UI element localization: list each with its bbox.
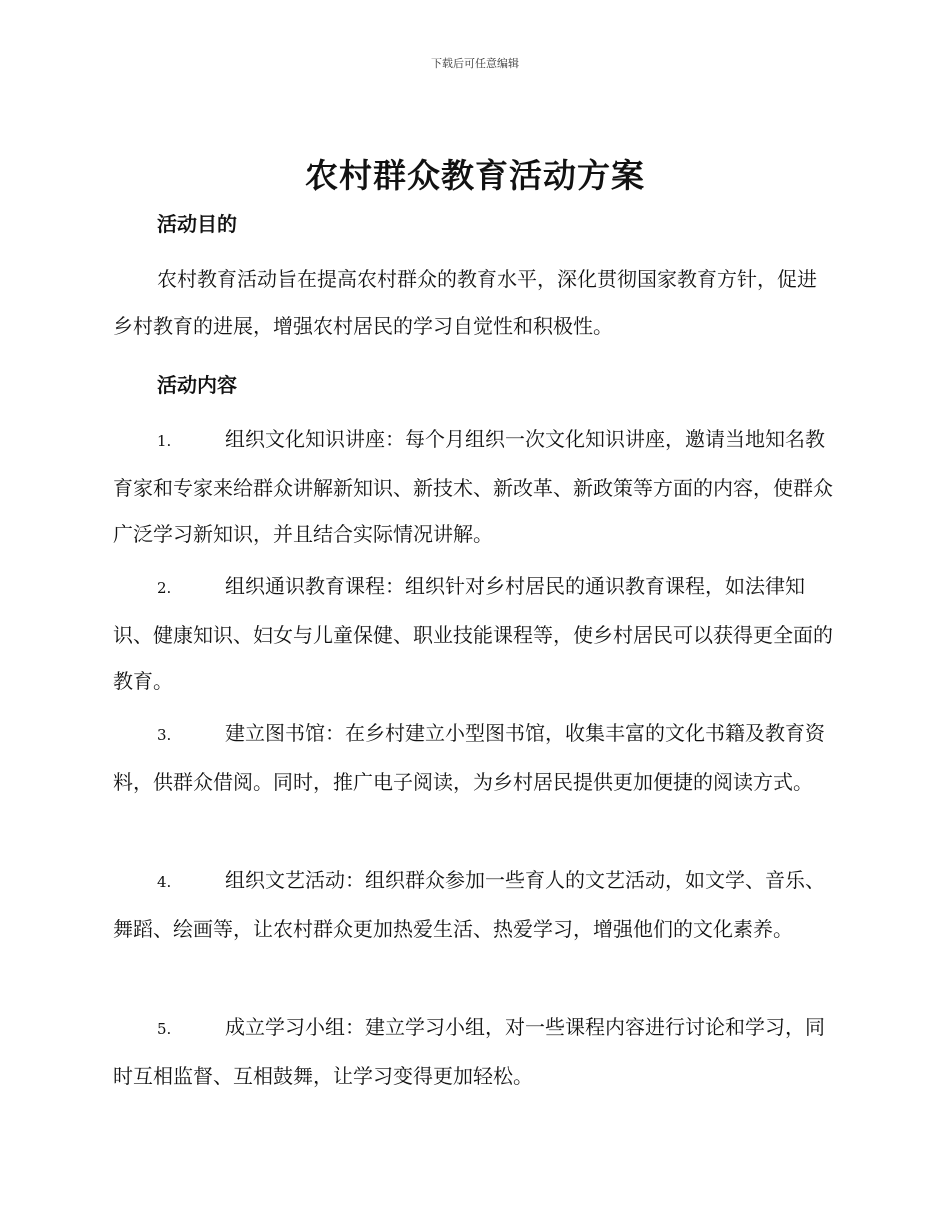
list-item-text: 组织通识教育课程：组织针对乡村居民的通识教育课程，如法律知识、健康知识、妇女与儿童保健、职业技能课程等，使乡村居民可以获得更全面的教育。	[113, 574, 833, 693]
list-item	[113, 857, 835, 952]
purpose-paragraph: 农村教育活动旨在提高农村群众的教育水平，深化贯彻国家教育方针，促进乡村教育的进展，增强农村居民的学习自觉性和积极性。	[113, 267, 817, 338]
section-heading-content: 活动内容	[157, 373, 237, 397]
list-item-number: 2.	[157, 579, 172, 597]
page-header-note: 下载后可任意编辑	[431, 57, 519, 70]
list-item-text: 组织文艺活动：组织群众参加一些育人的文艺活动，如文学、音乐、舞蹈、绘画等，让农村群众更加热爱生活、热爱学习，增强他们的文化素养。	[113, 868, 825, 941]
section-heading-purpose: 活动目的	[157, 212, 237, 236]
list-item	[113, 1004, 835, 1099]
list-item	[113, 416, 835, 558]
page-title: 农村群众教育活动方案	[305, 156, 645, 195]
list-item-text: 组织文化知识讲座：每个月组织一次文化知识讲座，邀请当地知名教育家和专家来给群众讲解新知识、新技术、新改革、新政策等方面的内容，使群众广泛学习新知识，并且结合实际情况讲解。	[113, 427, 833, 546]
list-item-number: 4.	[157, 873, 172, 891]
list-item-number: 3.	[157, 726, 172, 744]
list-item-number: 1.	[157, 432, 172, 450]
list-item-number: 5.	[157, 1020, 172, 1038]
list-item	[113, 563, 835, 705]
list-item-text: 建立图书馆：在乡村建立小型图书馆，收集丰富的文化书籍及教育资料，供群众借阅。同时，推广电子阅读，为乡村居民提供更加便捷的阅读方式。	[113, 721, 825, 794]
list-item	[113, 710, 835, 805]
list-item-text: 成立学习小组：建立学习小组，对一些课程内容进行讨论和学习，同时互相监督、互相鼓舞，让学习变得更加轻松。	[113, 1015, 825, 1088]
